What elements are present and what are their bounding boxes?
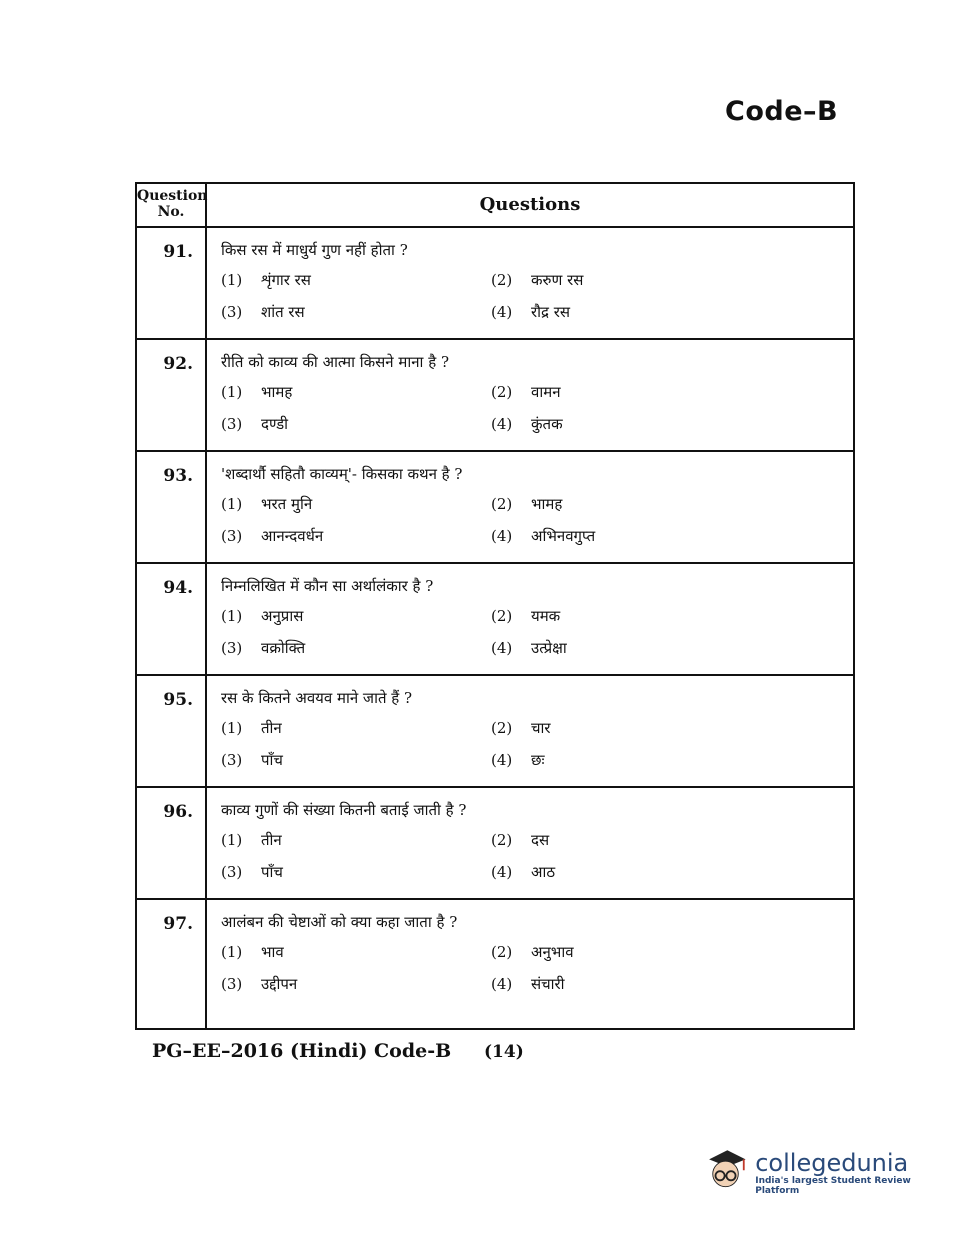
option-item bbox=[491, 526, 761, 546]
option-text: भरत मुनि bbox=[261, 495, 313, 513]
options-grid bbox=[221, 942, 853, 994]
table-header bbox=[137, 184, 853, 228]
options-grid bbox=[221, 382, 853, 434]
question-text: काव्य गुणों की संख्या कितनी बताई जाती है ? bbox=[221, 801, 467, 819]
option-number: (1) bbox=[221, 383, 243, 401]
option-number: (4) bbox=[491, 863, 513, 881]
option-text: चार bbox=[531, 719, 551, 737]
brand-name: collegedunia bbox=[755, 1149, 909, 1177]
option-number: (4) bbox=[491, 415, 513, 433]
question-row bbox=[137, 900, 853, 1028]
option-text: दण्डी bbox=[261, 415, 289, 433]
option-item bbox=[491, 718, 761, 738]
brand-tagline: India's largest Student Review Platform bbox=[755, 1176, 911, 1196]
option-item bbox=[491, 830, 761, 850]
option-item bbox=[491, 750, 761, 770]
option-item bbox=[221, 606, 491, 626]
option-text: रौद्र रस bbox=[531, 303, 571, 321]
question-row bbox=[137, 788, 853, 900]
option-text: वक्रोक्ति bbox=[261, 639, 306, 657]
question-number: 95. bbox=[137, 676, 207, 786]
question-row bbox=[137, 564, 853, 676]
mascot-icon bbox=[700, 1144, 749, 1202]
question-number: 93. bbox=[137, 452, 207, 562]
question-body bbox=[207, 340, 853, 450]
option-item bbox=[221, 302, 491, 322]
question-body bbox=[207, 676, 853, 786]
option-item bbox=[491, 974, 761, 994]
option-text: भामह bbox=[531, 495, 563, 513]
options-grid bbox=[221, 718, 853, 770]
option-text: दस bbox=[531, 831, 550, 849]
option-item bbox=[221, 638, 491, 658]
option-item bbox=[221, 526, 491, 546]
option-number: (1) bbox=[221, 607, 243, 625]
option-text: छः bbox=[531, 751, 545, 769]
option-item bbox=[491, 942, 761, 962]
option-item bbox=[491, 302, 761, 322]
option-item bbox=[221, 414, 491, 434]
option-text: पाँच bbox=[261, 863, 283, 881]
page-number: (14) bbox=[484, 1042, 524, 1062]
option-number: (4) bbox=[491, 303, 513, 321]
option-text: उत्प्रेक्षा bbox=[531, 639, 567, 657]
options-grid bbox=[221, 830, 853, 882]
option-number: (3) bbox=[221, 303, 243, 321]
option-text: आनन्दवर्धन bbox=[261, 527, 324, 545]
question-body bbox=[207, 228, 853, 338]
footer-code: PG–EE–2016 (Hindi) Code-B bbox=[152, 1040, 452, 1062]
option-text: कुंतक bbox=[531, 415, 563, 433]
options-grid bbox=[221, 606, 853, 658]
question-text: रीति को काव्य की आत्मा किसने माना है ? bbox=[221, 353, 449, 371]
question-text: किस रस में माधुर्य गुण नहीं होता ? bbox=[221, 241, 408, 259]
option-text: भामह bbox=[261, 383, 293, 401]
option-number: (4) bbox=[491, 751, 513, 769]
question-row bbox=[137, 228, 853, 340]
option-number: (1) bbox=[221, 271, 243, 289]
option-text: अनुभाव bbox=[531, 943, 574, 961]
question-row bbox=[137, 340, 853, 452]
option-number: (2) bbox=[491, 831, 513, 849]
option-number: (3) bbox=[221, 751, 243, 769]
question-number: 96. bbox=[137, 788, 207, 898]
option-number: (2) bbox=[491, 943, 513, 961]
option-text: उद्दीपन bbox=[261, 975, 298, 993]
question-row bbox=[137, 676, 853, 788]
option-item bbox=[221, 974, 491, 994]
brand-watermark bbox=[700, 1138, 940, 1208]
option-number: (3) bbox=[221, 863, 243, 881]
questions-table bbox=[135, 182, 855, 1030]
option-item bbox=[221, 830, 491, 850]
option-number: (1) bbox=[221, 719, 243, 737]
option-item bbox=[491, 638, 761, 658]
question-number: 92. bbox=[137, 340, 207, 450]
question-body bbox=[207, 452, 853, 562]
option-number: (2) bbox=[491, 719, 513, 737]
question-row bbox=[137, 452, 853, 564]
option-text: वामन bbox=[531, 383, 561, 401]
option-text: यमक bbox=[531, 607, 561, 625]
option-text: शांत रस bbox=[261, 303, 305, 321]
question-text: 'शब्दार्थौ सहितौ काव्यम्'- किसका कथन है ? bbox=[221, 465, 463, 483]
option-item bbox=[491, 606, 761, 626]
option-number: (3) bbox=[221, 975, 243, 993]
question-number-header: Question No. bbox=[137, 184, 207, 226]
option-number: (1) bbox=[221, 943, 243, 961]
option-text: भाव bbox=[261, 943, 284, 961]
option-text: पाँच bbox=[261, 751, 283, 769]
option-item bbox=[221, 270, 491, 290]
option-text: तीन bbox=[261, 719, 282, 737]
option-number: (2) bbox=[491, 495, 513, 513]
option-item bbox=[221, 862, 491, 882]
option-number: (4) bbox=[491, 527, 513, 545]
option-number: (3) bbox=[221, 415, 243, 433]
option-text: आठ bbox=[531, 863, 556, 881]
option-item bbox=[221, 494, 491, 514]
question-number: 97. bbox=[137, 900, 207, 1028]
option-number: (4) bbox=[491, 639, 513, 657]
option-number: (3) bbox=[221, 639, 243, 657]
question-body bbox=[207, 900, 853, 1028]
question-text: आलंबन की चेष्टाओं को क्या कहा जाता है ? bbox=[221, 913, 458, 931]
option-number: (4) bbox=[491, 975, 513, 993]
option-item bbox=[221, 942, 491, 962]
option-item bbox=[491, 270, 761, 290]
question-text: रस के कितने अवयव माने जाते हैं ? bbox=[221, 689, 413, 707]
option-text: अभिनवगुप्त bbox=[531, 527, 596, 545]
option-text: अनुप्रास bbox=[261, 607, 304, 625]
option-item bbox=[491, 414, 761, 434]
question-body bbox=[207, 788, 853, 898]
options-grid bbox=[221, 270, 853, 322]
option-number: (1) bbox=[221, 831, 243, 849]
question-body bbox=[207, 564, 853, 674]
option-text: तीन bbox=[261, 831, 282, 849]
option-item bbox=[491, 494, 761, 514]
option-number: (2) bbox=[491, 271, 513, 289]
code-label: Code–B bbox=[725, 96, 839, 127]
options-grid bbox=[221, 494, 853, 546]
option-number: (2) bbox=[491, 383, 513, 401]
option-item bbox=[491, 862, 761, 882]
question-number: 94. bbox=[137, 564, 207, 674]
option-text: करुण रस bbox=[531, 271, 584, 289]
option-item bbox=[221, 718, 491, 738]
option-item bbox=[491, 382, 761, 402]
questions-header: Questions bbox=[479, 194, 581, 215]
option-item bbox=[221, 750, 491, 770]
option-number: (2) bbox=[491, 607, 513, 625]
question-text: निम्नलिखित में कौन सा अर्थालंकार है ? bbox=[221, 577, 434, 595]
option-item bbox=[221, 382, 491, 402]
option-text: शृंगार रस bbox=[261, 271, 311, 289]
question-number: 91. bbox=[137, 228, 207, 338]
option-number: (3) bbox=[221, 527, 243, 545]
option-number: (1) bbox=[221, 495, 243, 513]
option-text: संचारी bbox=[531, 975, 565, 993]
